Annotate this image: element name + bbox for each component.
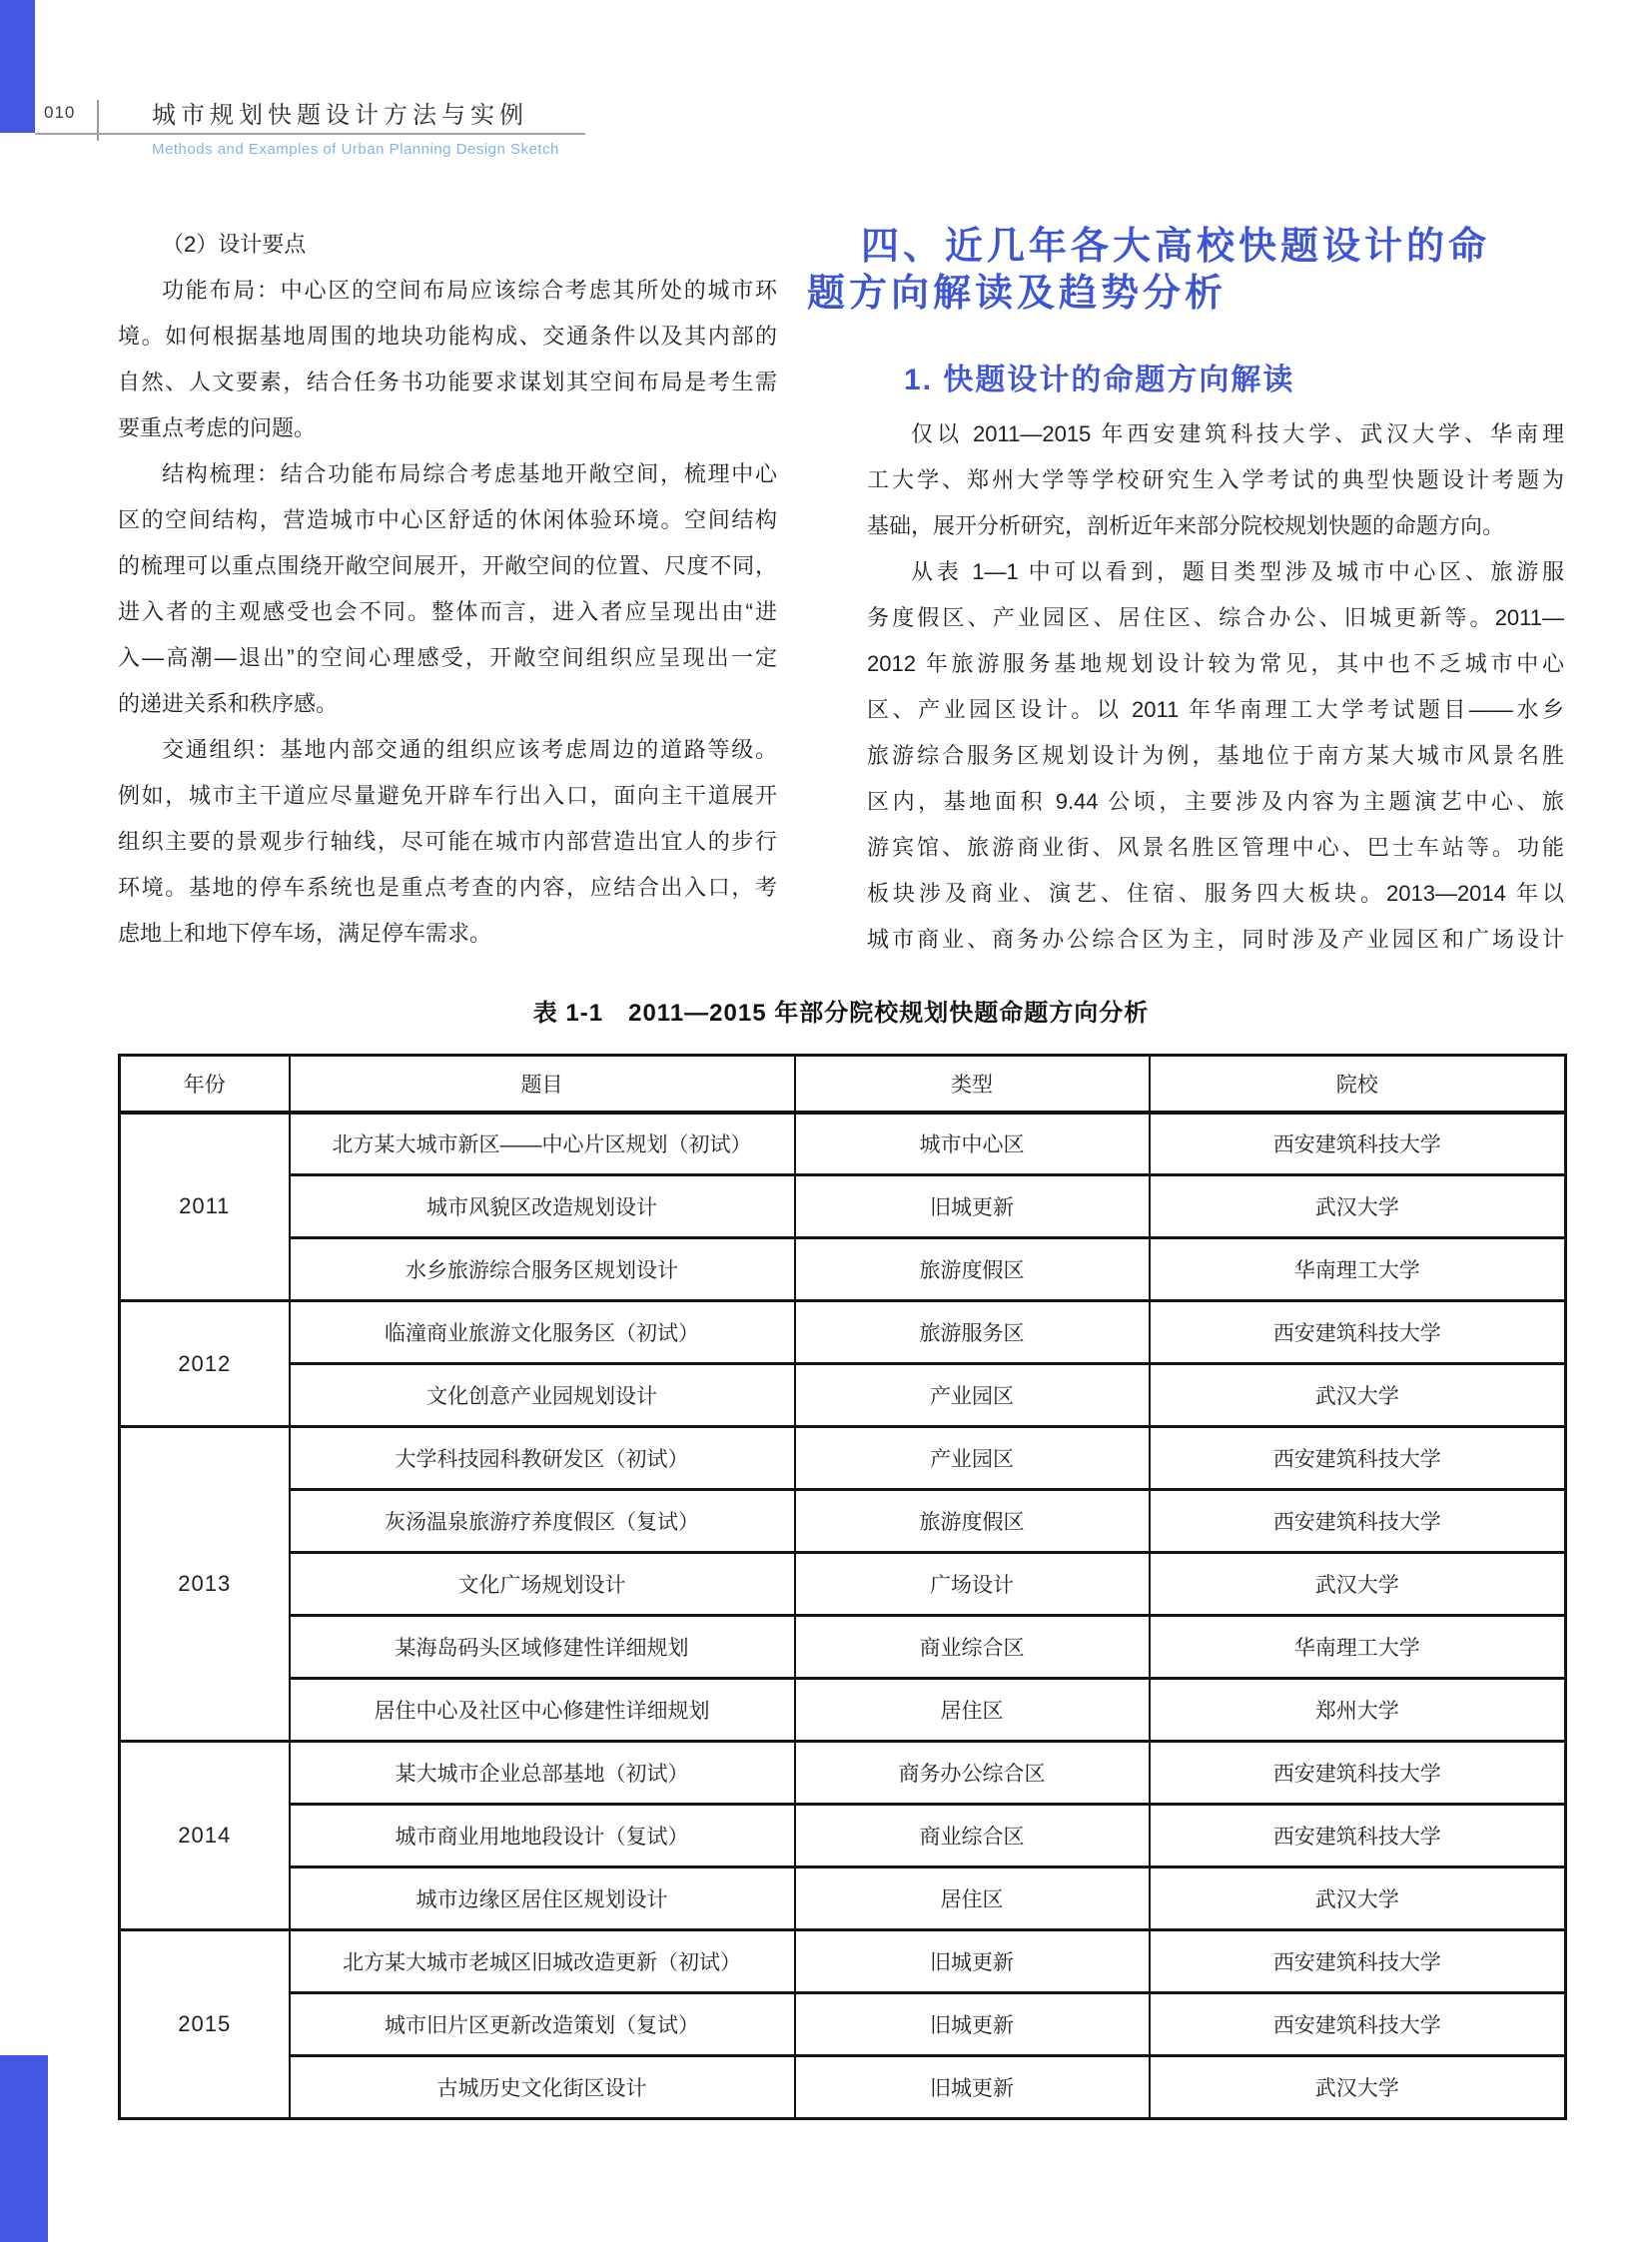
school-cell: 武汉大学 xyxy=(1150,1364,1566,1427)
topic-cell: 城市边缘区居住区规划设计 xyxy=(290,1868,795,1930)
page-number: 010 xyxy=(44,103,76,122)
type-cell: 居住区 xyxy=(795,1868,1150,1930)
year-cell: 2014 xyxy=(120,1742,290,1930)
text-line: 区、产业园区设计。以 2011 年华南理工大学考试题目——水乡 xyxy=(867,697,1564,722)
corner-accent-top xyxy=(0,0,35,133)
type-cell: 旧城更新 xyxy=(795,1930,1150,1993)
school-cell: 西安建筑科技大学 xyxy=(1150,1301,1566,1364)
type-cell: 旅游度假区 xyxy=(795,1238,1150,1301)
text-line: 区的空间结构，营造城市中心区舒适的休闲体验环境。空间结构 xyxy=(118,507,777,532)
school-cell: 武汉大学 xyxy=(1150,1175,1566,1238)
table-row xyxy=(120,1742,1566,1805)
text-line: 游宾馆、旅游商业街、风景名胜区管理中心、巴士车站等。功能 xyxy=(867,835,1564,860)
table-row xyxy=(120,1238,1566,1301)
table-row xyxy=(120,1301,1566,1364)
text-line: 环境。基地的停车系统也是重点考查的内容，应结合出入口，考 xyxy=(118,875,777,900)
topic-cell: 灰汤温泉旅游疗养度假区（复试） xyxy=(290,1490,795,1553)
text-line: 境。如何根据基地周围的地块功能构成、交通条件以及其内部的 xyxy=(118,324,777,349)
table-row xyxy=(120,1930,1566,1993)
exam-table-header-row xyxy=(120,1056,1566,1113)
school-cell: 华南理工大学 xyxy=(1150,1616,1566,1679)
text-line: 2012 年旅游服务基地规划设计较为常见，其中也不乏城市中心 xyxy=(867,651,1564,676)
type-cell: 产业园区 xyxy=(795,1427,1150,1490)
year-cell: 2011 xyxy=(120,1113,290,1301)
type-cell: 商业综合区 xyxy=(795,1616,1150,1679)
text-line: 务度假区、产业园区、居住区、综合办公、旧城更新等。2011— xyxy=(867,605,1564,630)
type-cell: 旧城更新 xyxy=(795,2056,1150,2119)
table-row xyxy=(120,1364,1566,1427)
table-row xyxy=(120,1113,1566,1175)
corner-accent-bottom xyxy=(0,2055,48,2242)
topic-cell: 文化创意产业园规划设计 xyxy=(290,1364,795,1427)
text-line: 虑地上和地下停车场，满足停车需求。 xyxy=(118,921,492,946)
type-cell: 商务办公综合区 xyxy=(795,1742,1150,1805)
topic-cell: 文化广场规划设计 xyxy=(290,1553,795,1616)
section-heading xyxy=(807,224,1576,318)
table-row xyxy=(120,1805,1566,1868)
type-cell: 商业综合区 xyxy=(795,1805,1150,1868)
text-line: 仅以 2011—2015 年西安建筑科技大学、武汉大学、华南理 xyxy=(911,421,1564,446)
topic-cell: 某大城市企业总部基地（初试） xyxy=(290,1742,795,1805)
table-row xyxy=(120,1553,1566,1616)
school-cell: 西安建筑科技大学 xyxy=(1150,1113,1566,1175)
text-line: 要重点考虑的问题。 xyxy=(118,415,317,440)
topic-cell: 临潼商业旅游文化服务区（初试） xyxy=(290,1301,795,1364)
text-line: 板块涉及商业、演艺、住宿、服务四大板块。2013—2014 年以 xyxy=(867,881,1564,906)
topic-cell: 城市风貌区改造规划设计 xyxy=(290,1175,795,1238)
text-line: 基础，展开分析研究，剖析近年来部分院校规划快题的命题方向。 xyxy=(867,513,1505,538)
text-line: 的梳理可以重点围绕开敞空间展开，开敞空间的位置、尺度不同， xyxy=(118,553,777,578)
text-line: 城市商业、商务办公综合区为主，同时涉及产业园区和广场设计 xyxy=(867,927,1564,952)
type-cell: 旅游服务区 xyxy=(795,1301,1150,1364)
table-row xyxy=(120,1490,1566,1553)
table-row xyxy=(120,1616,1566,1679)
school-cell: 西安建筑科技大学 xyxy=(1150,1742,1566,1805)
school-cell: 郑州大学 xyxy=(1150,1679,1566,1742)
header-cell-school: 院校 xyxy=(1150,1056,1566,1113)
subsection-heading: 1. 快题设计的命题方向解读 xyxy=(904,364,1295,396)
text-line: 组织主要的景观步行轴线，尽可能在城市内部营造出宜人的步行 xyxy=(118,829,777,854)
type-cell: 旅游度假区 xyxy=(795,1490,1150,1553)
school-cell: 西安建筑科技大学 xyxy=(1150,1930,1566,1993)
header-rule xyxy=(35,133,585,135)
text-line: 旅游综合服务区规划设计为例，基地位于南方某大城市风景名胜 xyxy=(867,743,1564,768)
topic-cell: 北方某大城市新区——中心片区规划（初试） xyxy=(290,1113,795,1175)
right-column-body xyxy=(867,411,1564,963)
text-line: 入—高潮—退出”的空间心理感受，开敞空间组织应呈现出一定 xyxy=(118,645,777,670)
exam-table-body xyxy=(120,1113,1566,2119)
text-line: 工大学、郑州大学等学校研究生入学考试的典型快题设计考题为 xyxy=(867,467,1564,492)
text-line: 功能布局：中心区的空间布局应该综合考虑其所处的城市环 xyxy=(162,278,777,303)
table-row xyxy=(120,1427,1566,1490)
header-cell-type: 类型 xyxy=(795,1056,1150,1113)
book-subtitle: Methods and Examples of Urban Planning Design Sketch xyxy=(152,141,559,158)
table-row xyxy=(120,1993,1566,2056)
topic-cell: 大学科技园科教研发区（初试） xyxy=(290,1427,795,1490)
school-cell: 西安建筑科技大学 xyxy=(1150,1993,1566,2056)
school-cell: 西安建筑科技大学 xyxy=(1150,1427,1566,1490)
type-cell: 广场设计 xyxy=(795,1553,1150,1616)
table-row xyxy=(120,2056,1566,2119)
table-title: 表 1-1 2011—2015 年部分院校规划快题命题方向分析 xyxy=(532,1000,1150,1027)
section-heading-line1: 四、近几年各大高校快题设计的命 xyxy=(861,226,1491,268)
year-cell: 2013 xyxy=(120,1427,290,1742)
school-cell: 武汉大学 xyxy=(1150,1553,1566,1616)
topic-cell: 水乡旅游综合服务区规划设计 xyxy=(290,1238,795,1301)
text-line: 区内，基地面积 9.44 公顷，主要涉及内容为主题演艺中心、旅 xyxy=(867,789,1564,814)
topic-cell: 城市商业用地地段设计（复试） xyxy=(290,1805,795,1868)
school-cell: 武汉大学 xyxy=(1150,1868,1566,1930)
type-cell: 居住区 xyxy=(795,1679,1150,1742)
topic-cell: 某海岛码头区域修建性详细规划 xyxy=(290,1616,795,1679)
type-cell: 旧城更新 xyxy=(795,1993,1150,2056)
table-row xyxy=(120,1175,1566,1238)
text-line: 交通组织：基地内部交通的组织应该考虑周边的道路等级。 xyxy=(162,737,777,762)
year-cell: 2015 xyxy=(120,1930,290,2119)
school-cell: 西安建筑科技大学 xyxy=(1150,1805,1566,1868)
table-row xyxy=(120,1868,1566,1930)
type-cell: 旧城更新 xyxy=(795,1175,1150,1238)
school-cell: 西安建筑科技大学 xyxy=(1150,1490,1566,1553)
school-cell: 武汉大学 xyxy=(1150,2056,1566,2119)
topic-cell: 北方某大城市老城区旧城改造更新（初试） xyxy=(290,1930,795,1993)
text-line: （2）设计要点 xyxy=(162,232,307,257)
type-cell: 城市中心区 xyxy=(795,1113,1150,1175)
topic-cell: 城市旧片区更新改造策划（复试） xyxy=(290,1993,795,2056)
section-heading-line2: 题方向解读及趋势分析 xyxy=(807,273,1228,315)
book-title: 城市规划快题设计方法与实例 xyxy=(152,102,528,129)
text-line: 进入者的主观感受也会不同。整体而言，进入者应呈现出由“进 xyxy=(118,599,777,624)
school-cell: 华南理工大学 xyxy=(1150,1238,1566,1301)
topic-cell: 古城历史文化街区设计 xyxy=(290,2056,795,2119)
exam-table xyxy=(118,1054,1567,2120)
text-line: 的递进关系和秩序感。 xyxy=(118,691,339,716)
header-cell-year: 年份 xyxy=(120,1056,290,1113)
text-line: 自然、人文要素，结合任务书功能要求谋划其空间布局是考生需 xyxy=(118,370,777,394)
text-line: 例如，城市主干道应尽量避免开辟车行出入口，面向主干道展开 xyxy=(118,783,777,808)
text-line: 从表 1—1 中可以看到，题目类型涉及城市中心区、旅游服 xyxy=(911,559,1564,584)
text-line: 结构梳理：结合功能布局综合考虑基地开敞空间，梳理中心 xyxy=(162,461,777,486)
type-cell: 产业园区 xyxy=(795,1364,1150,1427)
table-row xyxy=(120,1679,1566,1742)
header-cell-topic: 题目 xyxy=(290,1056,795,1113)
topic-cell: 居住中心及社区中心修建性详细规划 xyxy=(290,1679,795,1742)
year-cell: 2012 xyxy=(120,1301,290,1427)
left-column xyxy=(118,222,777,957)
